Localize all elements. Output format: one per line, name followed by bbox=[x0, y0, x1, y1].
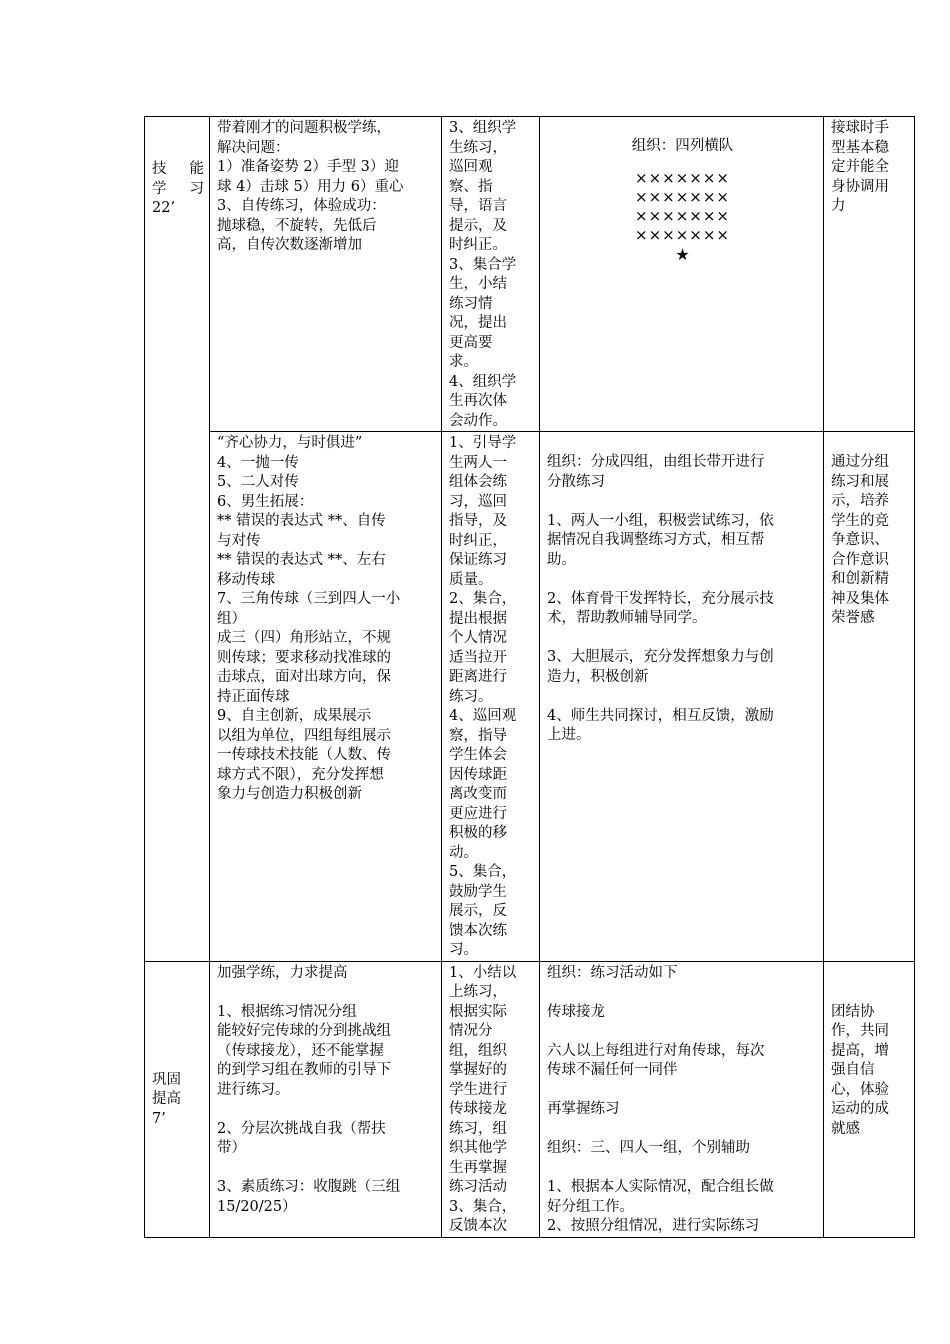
goal-line: 心，体验 bbox=[831, 1081, 889, 1098]
organization-line: 术，帮助教师辅导同学。 bbox=[547, 610, 707, 626]
formation-row: ××××××× bbox=[635, 187, 730, 206]
goal-line: 就感 bbox=[831, 1120, 860, 1137]
teacher-line: 生再掌握 bbox=[449, 1159, 507, 1176]
content-line: 5、二人对传 bbox=[217, 474, 299, 490]
table-row bbox=[145, 117, 915, 432]
teacher-line: 鼓励学生 bbox=[449, 883, 507, 900]
goal-line: 作，共同 bbox=[831, 1023, 889, 1039]
teacher-line: 练习，组 bbox=[449, 1120, 507, 1137]
content-line: 则传球；要求移动找准球的 bbox=[217, 649, 391, 666]
content-line: 成三（四）角形站立，不规 bbox=[217, 630, 391, 646]
teacher-line: 3、集合， bbox=[449, 1198, 517, 1215]
content-line: （传球接龙），还不能掌握 bbox=[217, 1042, 384, 1059]
teacher-line: 4、巡回观 bbox=[449, 708, 517, 724]
teacher-line: 提示，及 bbox=[449, 217, 507, 234]
teacher-activity-cell bbox=[442, 961, 540, 1237]
content-cell bbox=[210, 432, 442, 962]
goal-line: 力 bbox=[831, 198, 846, 214]
teacher-line: 1、小结以 bbox=[449, 964, 517, 981]
teacher-line: 时纠正， bbox=[449, 532, 507, 549]
spacer bbox=[547, 687, 818, 707]
table-row bbox=[145, 432, 915, 962]
goal-line: 运动的成 bbox=[831, 1101, 889, 1117]
teacher-line: 提出根据 bbox=[449, 610, 507, 627]
teacher-line: 练习。 bbox=[449, 688, 493, 705]
organization-line: 造力，积极创新 bbox=[547, 668, 649, 685]
organization-line: 助。 bbox=[547, 551, 576, 568]
stage-label: 巩固 bbox=[152, 1071, 181, 1088]
teacher-line: 质量。 bbox=[449, 571, 493, 588]
goal-cell bbox=[824, 117, 915, 432]
content-line: 球 4）击球 5）用力 6）重心 bbox=[217, 178, 404, 195]
organization-title: 组织：四列横队 bbox=[631, 138, 734, 154]
spacer bbox=[217, 983, 436, 1003]
stage-duration: 22’ bbox=[152, 200, 176, 216]
lesson-plan-table bbox=[144, 116, 915, 1238]
teacher-line: 3、集合学 bbox=[449, 256, 517, 273]
content-line: 能较好完传球的分到挑战组 bbox=[217, 1023, 391, 1039]
teacher-line: 传球接龙 bbox=[449, 1101, 507, 1117]
teacher-line: 时纠正。 bbox=[449, 237, 507, 253]
teacher-line: 求。 bbox=[449, 354, 478, 370]
spacer bbox=[217, 1100, 436, 1120]
teacher-line: 学生进行 bbox=[449, 1081, 507, 1098]
teacher-line: 馈本次练 bbox=[449, 922, 507, 939]
content-line: ** 错误的表达式 **、自传 bbox=[217, 513, 386, 529]
teacher-line: 组，组织 bbox=[449, 1042, 507, 1059]
goal-line: 练习和展 bbox=[831, 473, 889, 490]
teacher-line: 离改变而 bbox=[449, 786, 507, 802]
organization-line: 分散练习 bbox=[547, 473, 605, 490]
organization-line: 传球接龙 bbox=[547, 1003, 605, 1020]
goal-line: 强自信 bbox=[831, 1062, 875, 1078]
content-line: 进行练习。 bbox=[217, 1081, 290, 1098]
teacher-line: 生练习， bbox=[449, 139, 507, 156]
formation-row: ××××××× bbox=[635, 168, 730, 187]
organization-cell bbox=[540, 961, 824, 1237]
goal-line: 学生的竞 bbox=[831, 512, 889, 529]
content-line: 加强学练，力求提高 bbox=[217, 964, 348, 981]
teacher-line: 动。 bbox=[449, 844, 478, 861]
teacher-line: 反馈本次 bbox=[449, 1218, 507, 1234]
spacer bbox=[547, 1081, 818, 1101]
goal-line: 荣誉感 bbox=[831, 610, 875, 626]
content-line: 1、根据练习情况分组 bbox=[217, 1003, 357, 1020]
goal-line: 接球时手 bbox=[831, 120, 889, 136]
goal-line: 提高，增 bbox=[831, 1042, 889, 1059]
teacher-line: 况，提出 bbox=[449, 315, 507, 331]
spacer bbox=[547, 1159, 818, 1179]
spacer bbox=[217, 1159, 436, 1179]
teacher-line: 生，小结 bbox=[449, 276, 507, 292]
teacher-line: 4、组织学 bbox=[449, 373, 517, 390]
teacher-line: 5、集合， bbox=[449, 864, 517, 880]
content-cell bbox=[210, 117, 442, 432]
content-line: 以组为单位，四组每组展示 bbox=[217, 727, 391, 744]
goal-line: 示，培养 bbox=[831, 493, 889, 509]
teacher-line: 察，指导 bbox=[449, 727, 507, 744]
formation-row: ××××××× bbox=[635, 206, 730, 225]
content-line: 1）准备姿势 2）手型 3）迎 bbox=[217, 159, 399, 175]
goal-line: 身协调用 bbox=[831, 178, 889, 195]
organization-cell bbox=[540, 432, 824, 962]
content-line: 组） bbox=[217, 610, 246, 627]
teacher-line: 更高要 bbox=[449, 334, 493, 351]
teacher-line: 习，巡回 bbox=[449, 493, 507, 510]
stage-cell-consolidation bbox=[145, 961, 210, 1237]
organization-line: 1、两人一小组，积极尝试练习，依 bbox=[547, 512, 774, 529]
content-line: 持正面传球 bbox=[217, 688, 290, 705]
teacher-line: 积极的移 bbox=[449, 825, 507, 841]
teacher-line: 掌握好的 bbox=[449, 1062, 507, 1078]
organization-line: 六人以上每组进行对角传球，每次 bbox=[547, 1042, 765, 1059]
organization-line: 组织：三、四人一组，个别辅助 bbox=[547, 1140, 750, 1156]
content-line: 4、一抛一传 bbox=[217, 454, 299, 471]
teacher-activity-cell bbox=[442, 432, 540, 962]
teacher-line: 上练习， bbox=[449, 984, 507, 1000]
content-line: 解决问题： bbox=[217, 139, 290, 156]
teacher-line: 会动作。 bbox=[449, 412, 507, 429]
teacher-line: 距离进行 bbox=[449, 669, 507, 685]
content-line: 的到学习组在教师的引导下 bbox=[217, 1062, 391, 1078]
teacher-line: 指导，及 bbox=[449, 513, 507, 529]
organization-line: 2、体育骨干发挥特长，充分展示技 bbox=[547, 590, 774, 607]
stage-label: 技 能 bbox=[152, 161, 204, 177]
goal-line: 团结协 bbox=[831, 1003, 875, 1020]
teacher-line: 适当拉开 bbox=[449, 649, 507, 666]
organization-line: 1、根据本人实际情况，配合组长做 bbox=[547, 1179, 774, 1195]
spacer bbox=[547, 570, 818, 590]
spacer bbox=[831, 983, 909, 1003]
stage-label: 提高 bbox=[152, 1091, 181, 1108]
goal-line: 合作意识 bbox=[831, 551, 889, 568]
content-line: 2、分层次挑战自我（帮扶 bbox=[217, 1120, 386, 1137]
content-line: 与对传 bbox=[217, 532, 261, 549]
goal-line: 争意识、 bbox=[831, 532, 889, 548]
teacher-activity-cell bbox=[442, 117, 540, 432]
goal-line: 和创新精 bbox=[831, 571, 889, 587]
content-line: 抛球稳，不旋转，先低后 bbox=[217, 217, 377, 234]
goal-line: 定并能全 bbox=[831, 159, 889, 175]
teacher-line: 展示，反 bbox=[449, 903, 507, 919]
content-line: 15/20/25） bbox=[217, 1198, 297, 1215]
content-line: 击球点，面对出球方向，保 bbox=[217, 669, 391, 685]
teacher-line: 更应进行 bbox=[449, 805, 507, 822]
content-line: 高，自传次数逐渐增加 bbox=[217, 237, 362, 253]
organization-line: 上进。 bbox=[547, 727, 591, 743]
goal-cell bbox=[824, 432, 915, 962]
teacher-line: 织其他学 bbox=[449, 1140, 507, 1156]
spacer bbox=[547, 492, 818, 512]
teacher-line: 情况分 bbox=[449, 1023, 493, 1039]
content-line: 象力与创造力积极创新 bbox=[217, 786, 362, 802]
teacher-line: 3、组织学 bbox=[449, 120, 517, 136]
teacher-line: 学生体会 bbox=[449, 747, 507, 763]
content-line: 球方式不限），充分发挥想 bbox=[217, 766, 384, 783]
goal-line: 神及集体 bbox=[831, 590, 889, 607]
organization-line: 组织：练习活动如下 bbox=[547, 964, 678, 981]
teacher-line: 个人情况 bbox=[449, 630, 507, 646]
content-line: 一传球技术技能（人数、传 bbox=[217, 747, 391, 763]
table-row bbox=[145, 961, 915, 1237]
spacer bbox=[547, 983, 818, 1003]
formation-row: ××××××× bbox=[635, 225, 730, 244]
content-line: 带着刚才的问题积极学练， bbox=[217, 120, 391, 136]
teacher-line: 2、集合， bbox=[449, 591, 517, 607]
teacher-line: 保证练习 bbox=[449, 552, 507, 568]
spacer bbox=[547, 1120, 818, 1140]
teacher-line: 组体会练 bbox=[449, 474, 507, 490]
teacher-line: 生再次体 bbox=[449, 393, 507, 409]
organization-line: 2、按照分组情况，进行实际练习 bbox=[547, 1218, 760, 1234]
teacher-line: 习。 bbox=[449, 942, 478, 958]
teacher-line: 练习活动 bbox=[449, 1179, 507, 1195]
teacher-line: 巡回观 bbox=[449, 159, 493, 175]
stage-duration: 7’ bbox=[152, 1110, 166, 1127]
organization-line: 4、师生共同探讨，相互反馈，激励 bbox=[547, 707, 774, 724]
goal-line: 通过分组 bbox=[831, 454, 889, 470]
organization-line: 3、大胆展示，充分发挥想象力与创 bbox=[547, 649, 774, 665]
spacer bbox=[831, 964, 909, 984]
teacher-line: 练习情 bbox=[449, 295, 493, 312]
goal-cell bbox=[824, 961, 915, 1237]
organization-line: 组织：分成四组，由组长带开进行 bbox=[547, 454, 765, 470]
teacher-line: 生两人一 bbox=[449, 454, 507, 471]
content-line: 6、男生拓展： bbox=[217, 493, 314, 510]
organization-line: 据情况自我调整练习方式，相互帮 bbox=[547, 532, 765, 548]
content-cell bbox=[210, 961, 442, 1237]
goal-line: 型基本稳 bbox=[831, 139, 889, 156]
content-line: “齐心协力，与时俱进” bbox=[217, 435, 363, 451]
formation-diagram bbox=[547, 169, 818, 265]
teacher-line: 因传球距 bbox=[449, 766, 507, 783]
organization-line: 传球不漏任何一同伴 bbox=[547, 1062, 678, 1078]
content-line: 移动传球 bbox=[217, 571, 275, 588]
content-line: ** 错误的表达式 **、左右 bbox=[217, 552, 386, 568]
spacer bbox=[547, 1022, 818, 1042]
stage-cell-skill-learning bbox=[145, 117, 210, 962]
organization-line: 好分组工作。 bbox=[547, 1198, 634, 1215]
teacher-line: 导，语言 bbox=[449, 198, 507, 214]
teacher-line: 察、指 bbox=[449, 178, 493, 195]
stage-label: 学 习 bbox=[152, 180, 204, 197]
teacher-line: 1、引导学 bbox=[449, 435, 517, 451]
organization-cell bbox=[540, 117, 824, 432]
content-line: 3、自传练习，体验成功： bbox=[217, 198, 386, 214]
content-line: 9、自主创新，成果展示 bbox=[217, 708, 372, 724]
teacher-star-icon: ★ bbox=[675, 244, 690, 264]
content-line: 7、三角传球（三到四人一小 bbox=[217, 591, 401, 607]
spacer bbox=[547, 629, 818, 649]
content-line: 3、素质练习：收腹跳（三组 bbox=[217, 1179, 401, 1195]
content-line: 带） bbox=[217, 1140, 246, 1156]
organization-line: 再掌握练习 bbox=[547, 1101, 620, 1117]
teacher-line: 根据实际 bbox=[449, 1003, 507, 1020]
